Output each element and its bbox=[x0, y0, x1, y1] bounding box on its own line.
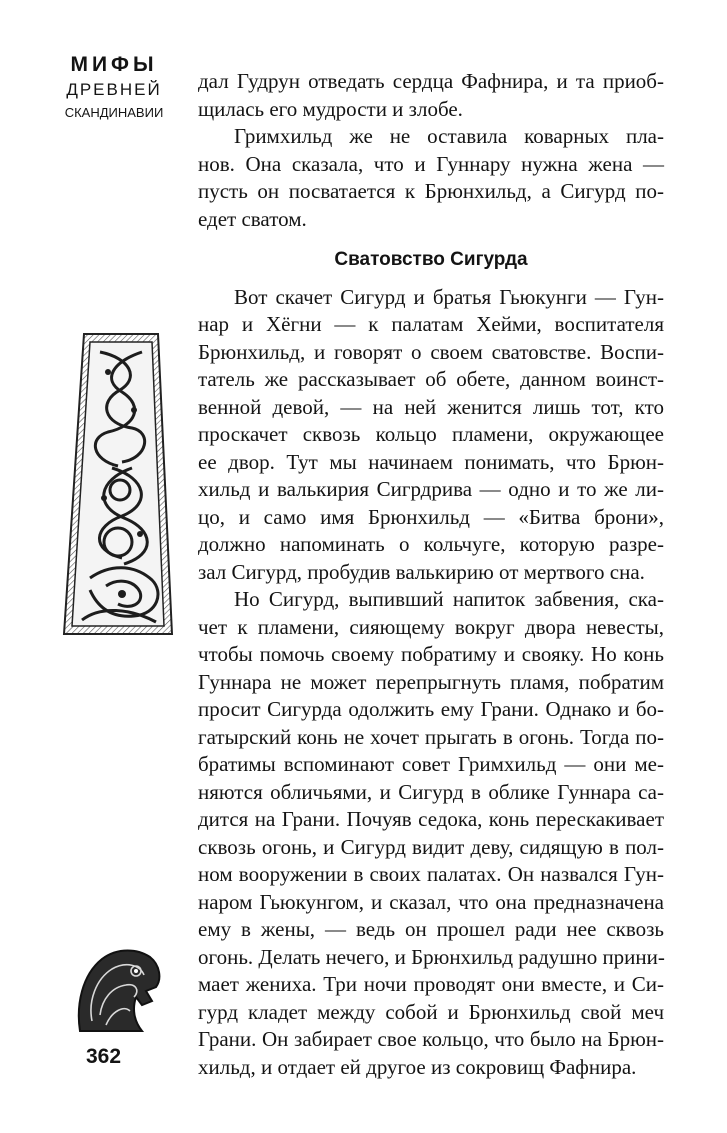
text-line: гурд кладет между собой и Брюнхильд свой меч bbox=[198, 999, 664, 1024]
text-line: просит Сигурда одолжить ему Грани. Однако и бо- bbox=[198, 697, 664, 721]
text-line: щилась его мудрости и злобе. bbox=[198, 96, 463, 121]
paragraph-3 bbox=[198, 284, 664, 587]
header-line-2: ДРЕВНЕЙ bbox=[66, 80, 162, 99]
text-line: должно напоминать о кольчуге, которую разре- bbox=[198, 532, 664, 556]
text-line: хильд, и отдает ей другое из сокровищ Фафнира. bbox=[198, 1054, 637, 1079]
paragraph-1 bbox=[198, 68, 664, 123]
text-line: гатырский конь не хочет прыгать в огонь. Тогда по- bbox=[198, 724, 664, 749]
text-line: Но Сигурд, выпивший напиток забвения, ска- bbox=[234, 587, 664, 611]
text-line: сквозь огонь, и Сигурд видит деву, сидящую в пол- bbox=[198, 834, 664, 859]
text-line: Гуннара не может перепрыгнуть пламя, побратим bbox=[198, 669, 664, 694]
text-line: проскачет сквозь кольцо пламени, окружающее bbox=[198, 422, 664, 446]
running-header bbox=[58, 52, 170, 124]
text-line: чет к пламени, сияющему вокруг двора невесты, bbox=[198, 614, 664, 639]
text-line: Брюнхильд, и говорят о своем сватовстве. Воспи- bbox=[198, 339, 664, 364]
paragraph-2 bbox=[198, 123, 664, 233]
text-line: дится на Грани. Почуяв седока, конь перескакивает bbox=[198, 807, 664, 831]
text-line: дал Гудрун отведать сердца Фафнира, и та приоб- bbox=[198, 69, 664, 93]
text-line: ему в жены, — ведь он прошел ради нее сквозь bbox=[198, 917, 664, 941]
text-line: братимы вспоминают совет Гримхильд — они ме- bbox=[198, 752, 664, 776]
text-line: хильд и валькирия Сигрдрива — одно и то же ли- bbox=[198, 477, 664, 501]
interlace-ornament-panel bbox=[60, 328, 175, 638]
section-heading: Сватовство Сигурда bbox=[334, 249, 528, 270]
text-line: ее двор. Тут мы начинаем понимать, что Брюн- bbox=[198, 449, 664, 474]
text-line: Гримхильд же не оставила коварных пла- bbox=[234, 124, 664, 148]
paragraph-4 bbox=[198, 586, 664, 1081]
text-line: нов. Она сказала, что и Гуннару нужна жена — bbox=[198, 151, 664, 176]
text-line: наром Гьюкунгом, и сказал, что она предназначена bbox=[198, 889, 664, 914]
text-line: ном вооружении в своих палатах. Он назвался Гун- bbox=[198, 862, 664, 886]
header-line-1: МИФЫ bbox=[70, 53, 158, 76]
text-line: мает жениха. Три ночи проводят они вместе, и Си- bbox=[198, 972, 664, 996]
beast-head-ornament bbox=[72, 945, 164, 1035]
header-line-3: СКАНДИНАВИИ bbox=[64, 105, 164, 120]
text-line: пусть он посватается к Брюнхильд, а Сигурд по- bbox=[198, 179, 664, 203]
text-line: Вот скачет Сигурд и братья Гьюкунги — Гун- bbox=[234, 284, 664, 309]
text-line: чтобы помочь своему побратиму и свояку. Но конь bbox=[198, 642, 664, 666]
text-line: цо, и само имя Брюнхильд — «Битва брони», bbox=[198, 504, 664, 529]
text-line: зал Сигурд, пробудив валькирию от мертвого сна. bbox=[198, 559, 645, 584]
text-line: татель же рассказывает об обете, данном воинст- bbox=[198, 367, 664, 391]
text-line: венной девой, — на ней женится лишь тот, кто bbox=[198, 394, 664, 419]
text-line: няются обличьями, и Сигурд в облике Гуннара са- bbox=[198, 779, 664, 804]
text-line: едет сватом. bbox=[198, 206, 307, 231]
page-number: 362 bbox=[86, 1045, 122, 1068]
text-line: огонь. Делать нечего, и Брюнхильд радушно прини- bbox=[198, 944, 665, 969]
text-line: нар и Хёгни — к палатам Хейми, воспитателя bbox=[198, 312, 664, 336]
text-line: Грани. Он забирает свое кольцо, что было на Брюн- bbox=[198, 1027, 664, 1051]
main-text-column bbox=[198, 68, 664, 1081]
